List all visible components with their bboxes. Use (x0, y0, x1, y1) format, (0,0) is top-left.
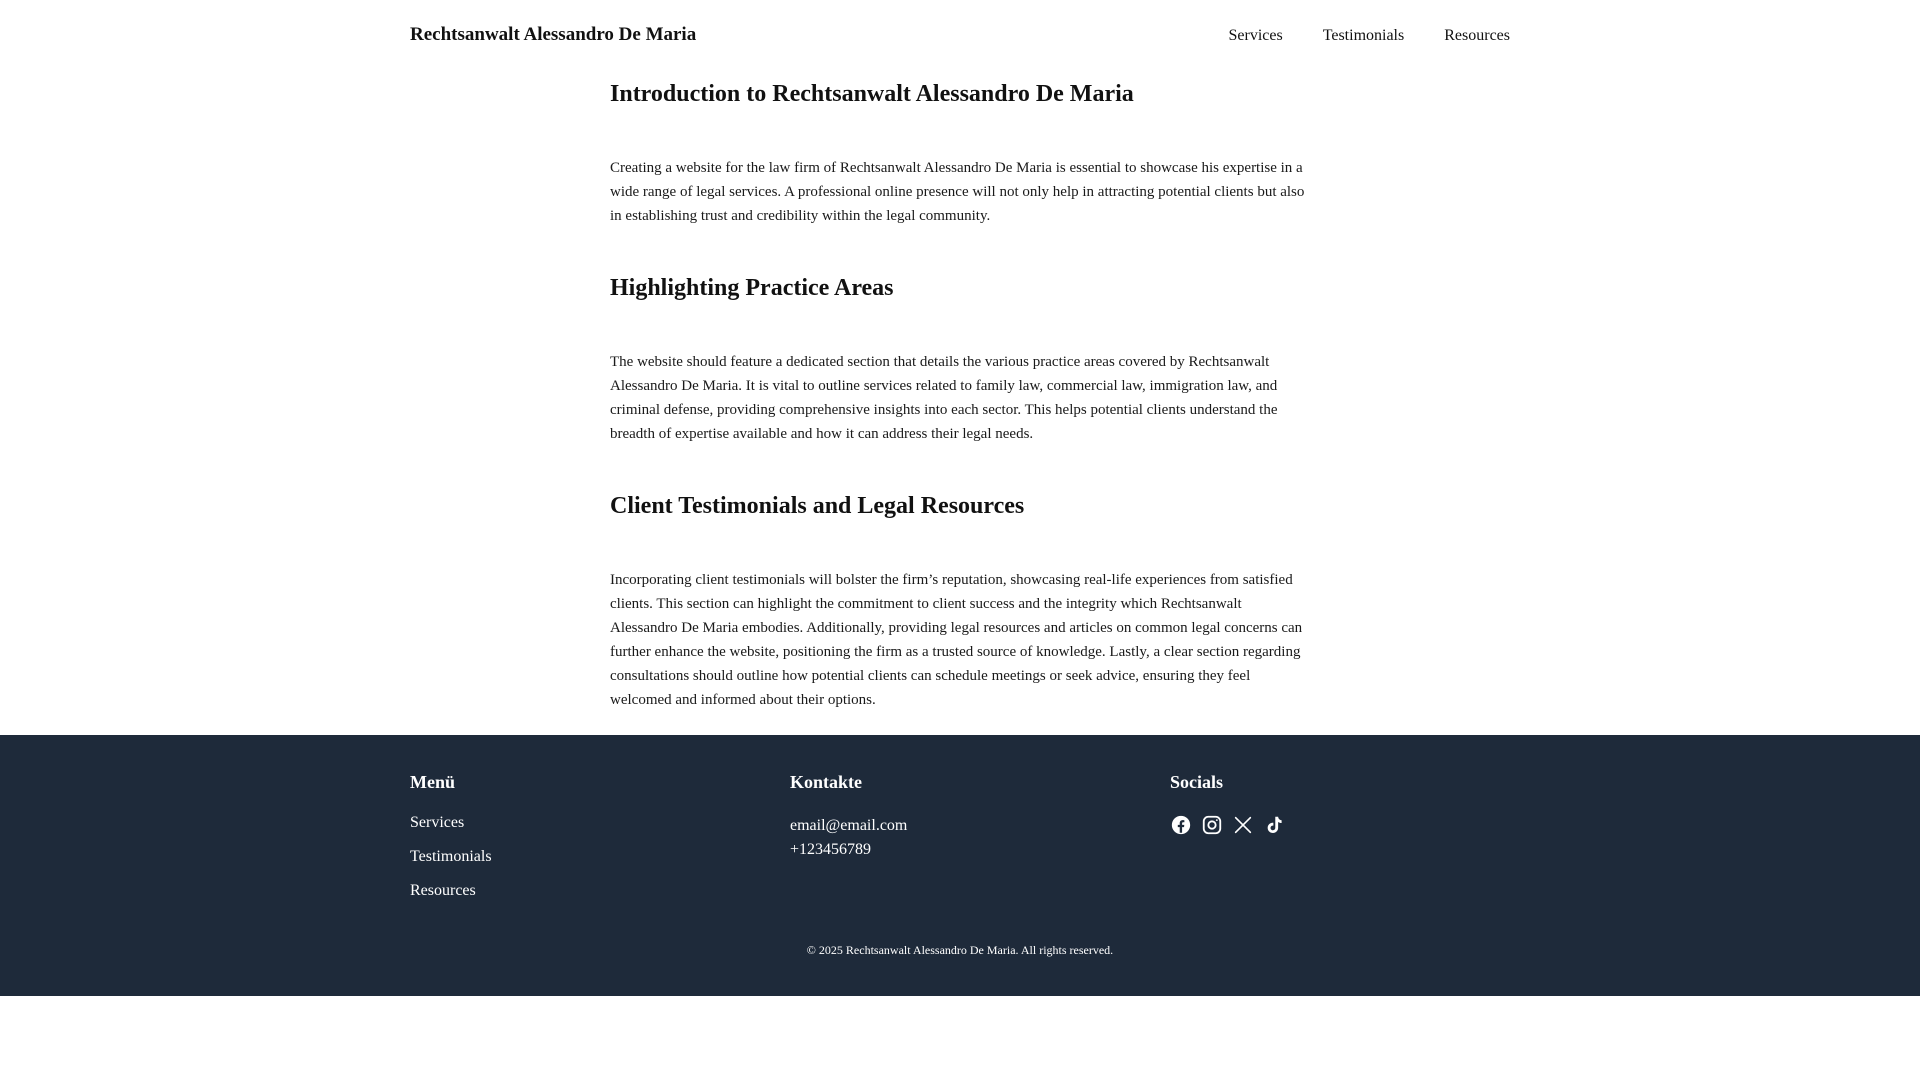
main-content (610, 74, 1310, 752)
nav-link-services[interactable]: Services (1228, 27, 1283, 44)
section-practice-areas (610, 268, 1310, 446)
facebook-icon[interactable] (1170, 814, 1192, 836)
site-header (0, 0, 1920, 74)
social-icons (1170, 814, 1285, 836)
section-introduction (610, 74, 1310, 228)
footer-menu-column (410, 770, 492, 916)
section-heading: Introduction to Rechtsanwalt Alessandro De Maria (610, 81, 1134, 107)
nav-link-resources[interactable]: Resources (1444, 27, 1510, 44)
main-nav (1228, 27, 1510, 45)
footer-link-testimonials[interactable]: Testimonials (410, 848, 492, 865)
footer-contacts-column (790, 770, 907, 862)
section-testimonials-resources (610, 486, 1310, 712)
contact-email[interactable]: email@email.com (790, 817, 908, 834)
section-heading: Highlighting Practice Areas (610, 275, 894, 301)
brand-logo-link[interactable]: Rechtsanwalt Alessandro De Maria (410, 24, 697, 45)
site-footer (0, 735, 1920, 996)
section-paragraph: The website should feature a dedicated section that details the various practice areas covered by Rechtsanwalt Alessandro De Maria. It is vital to outline services related to family law, commercial law, immigration law, and criminal defense, providing comprehensive insights into each sector. This helps potential clients understand the breadth of expertise available and how it can address their legal needs. (610, 354, 1278, 442)
footer-socials-title: Socials (1170, 772, 1224, 792)
footer-link-services[interactable]: Services (410, 814, 465, 831)
tiktok-icon[interactable] (1263, 814, 1285, 836)
section-heading: Client Testimonials and Legal Resources (610, 493, 1025, 519)
x-icon[interactable] (1232, 814, 1254, 836)
footer-menu-title: Menü (410, 772, 455, 792)
footer-contacts-title: Kontakte (790, 772, 862, 792)
footer-menu-links (410, 814, 492, 900)
contact-phone[interactable]: +123456789 (790, 841, 872, 858)
footer-link-resources[interactable]: Resources (410, 882, 476, 899)
section-paragraph: Creating a website for the law firm of Rechtsanwalt Alessandro De Maria is essential to showcase his expertise in a wide range of legal services. A professional online presence will not only help in attracting potential clients but also in establishing trust and credibility within the legal community. (610, 160, 1305, 224)
nav-link-testimonials[interactable]: Testimonials (1322, 27, 1405, 44)
copyright-text: © 2025 Rechtsanwalt Alessandro De Maria. All rights reserved. (806, 943, 1114, 957)
footer-socials-column (1170, 770, 1285, 836)
section-paragraph: Incorporating client testimonials will bolster the firm’s reputation, showcasing real-life experiences from satisfied clients. This section can highlight the commitment to client success and the integrity which Rechtsanwalt Alessandro De Maria embodies. Additionally, providing legal resources and articles on common legal concerns can further enhance the website, positioning the firm as a trusted source of knowledge. Lastly, a clear section regarding consultations should outline how potential clients can schedule meetings or seek advice, ensuring they feel welcomed and informed about their options. (610, 572, 1303, 708)
instagram-icon[interactable] (1201, 814, 1223, 836)
